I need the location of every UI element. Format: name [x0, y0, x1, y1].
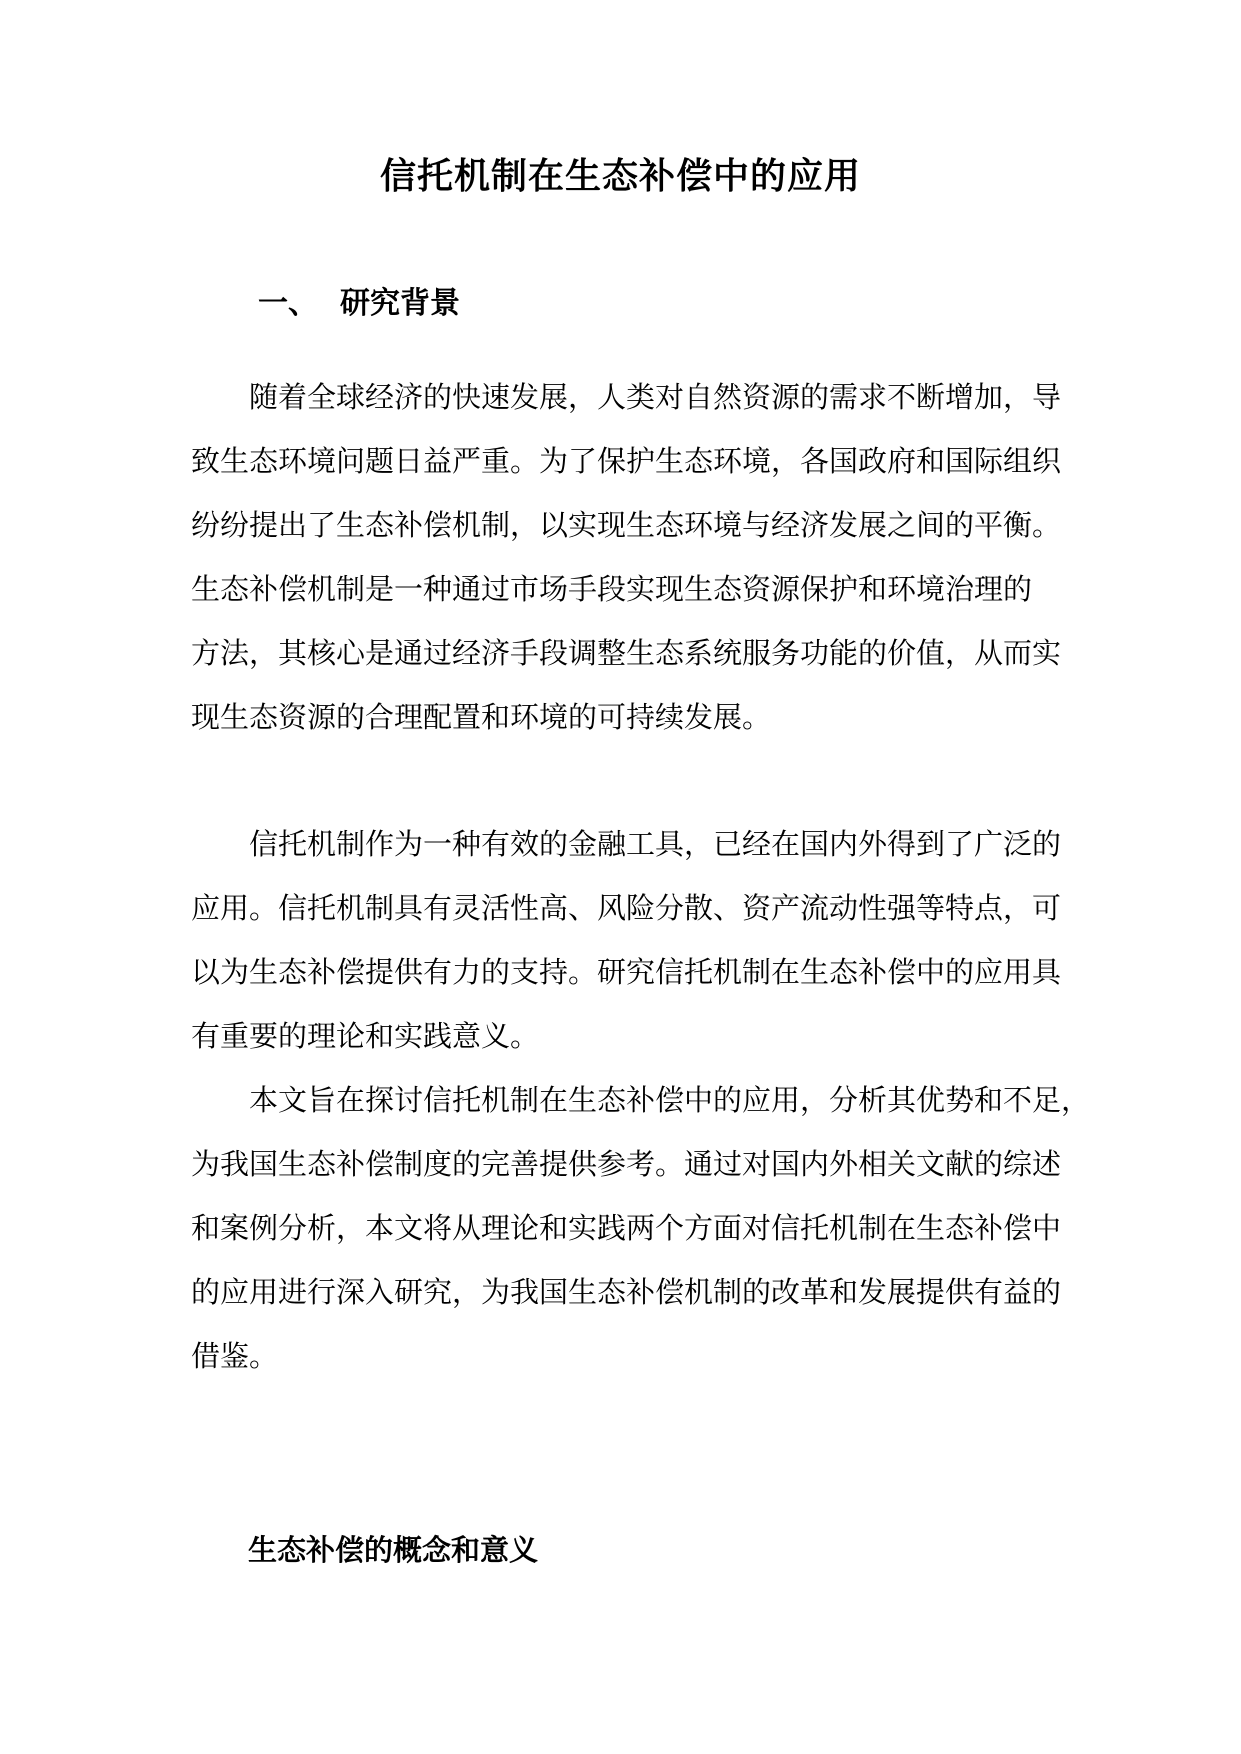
paragraph-line: 应用。信托机制具有灵活性高、风险分散、资产流动性强等特点，可 [191, 891, 1062, 925]
paragraph-line: 生态补偿机制是一种通过市场手段实现生态资源保护和环境治理的 [191, 572, 1033, 606]
paragraph-line: 的应用进行深入研究，为我国生态补偿机制的改革和发展提供有益的 [191, 1275, 1062, 1309]
paragraph-line: 纷纷提出了生态补偿机制，以实现生态环境与经济发展之间的平衡。 [191, 508, 1062, 542]
subsection-heading: 生态补偿的概念和意义 [248, 1533, 539, 1567]
paragraph-3 [191, 1068, 1091, 1388]
paragraph-line: 以为生态补偿提供有力的支持。研究信托机制在生态补偿中的应用具 [191, 955, 1062, 989]
paragraph-line: 借鉴。 [191, 1339, 279, 1373]
paragraph-line: 本文旨在探讨信托机制在生态补偿中的应用，分析其优势和不足， [249, 1083, 1091, 1117]
paragraph-line: 信托机制作为一种有效的金融工具，已经在国内外得到了广泛的 [249, 827, 1062, 861]
document-title: 信托机制在生态补偿中的应用 [379, 155, 861, 197]
paragraph-line: 有重要的理论和实践意义。 [191, 1019, 540, 1053]
section-heading [258, 282, 460, 326]
paragraph-line: 随着全球经济的快速发展，人类对自然资源的需求不断增加，导 [249, 380, 1062, 414]
paragraph-line: 方法，其核心是通过经济手段调整生态系统服务功能的价值，从而实 [191, 636, 1062, 670]
paragraph-line: 致生态环境问题日益严重。为了保护生态环境，各国政府和国际组织 [191, 444, 1062, 478]
section-number: 一、 [258, 286, 318, 321]
paragraph-2 [191, 812, 1061, 1068]
section-title: 研究背景 [340, 286, 460, 321]
paragraph-line: 和案例分析，本文将从理论和实践两个方面对信托机制在生态补偿中 [191, 1211, 1062, 1245]
paragraph-1 [191, 365, 1061, 749]
paragraph-line: 为我国生态补偿制度的完善提供参考。通过对国内外相关文献的综述 [191, 1147, 1062, 1181]
paragraph-line: 现生态资源的合理配置和环境的可持续发展。 [191, 700, 772, 734]
